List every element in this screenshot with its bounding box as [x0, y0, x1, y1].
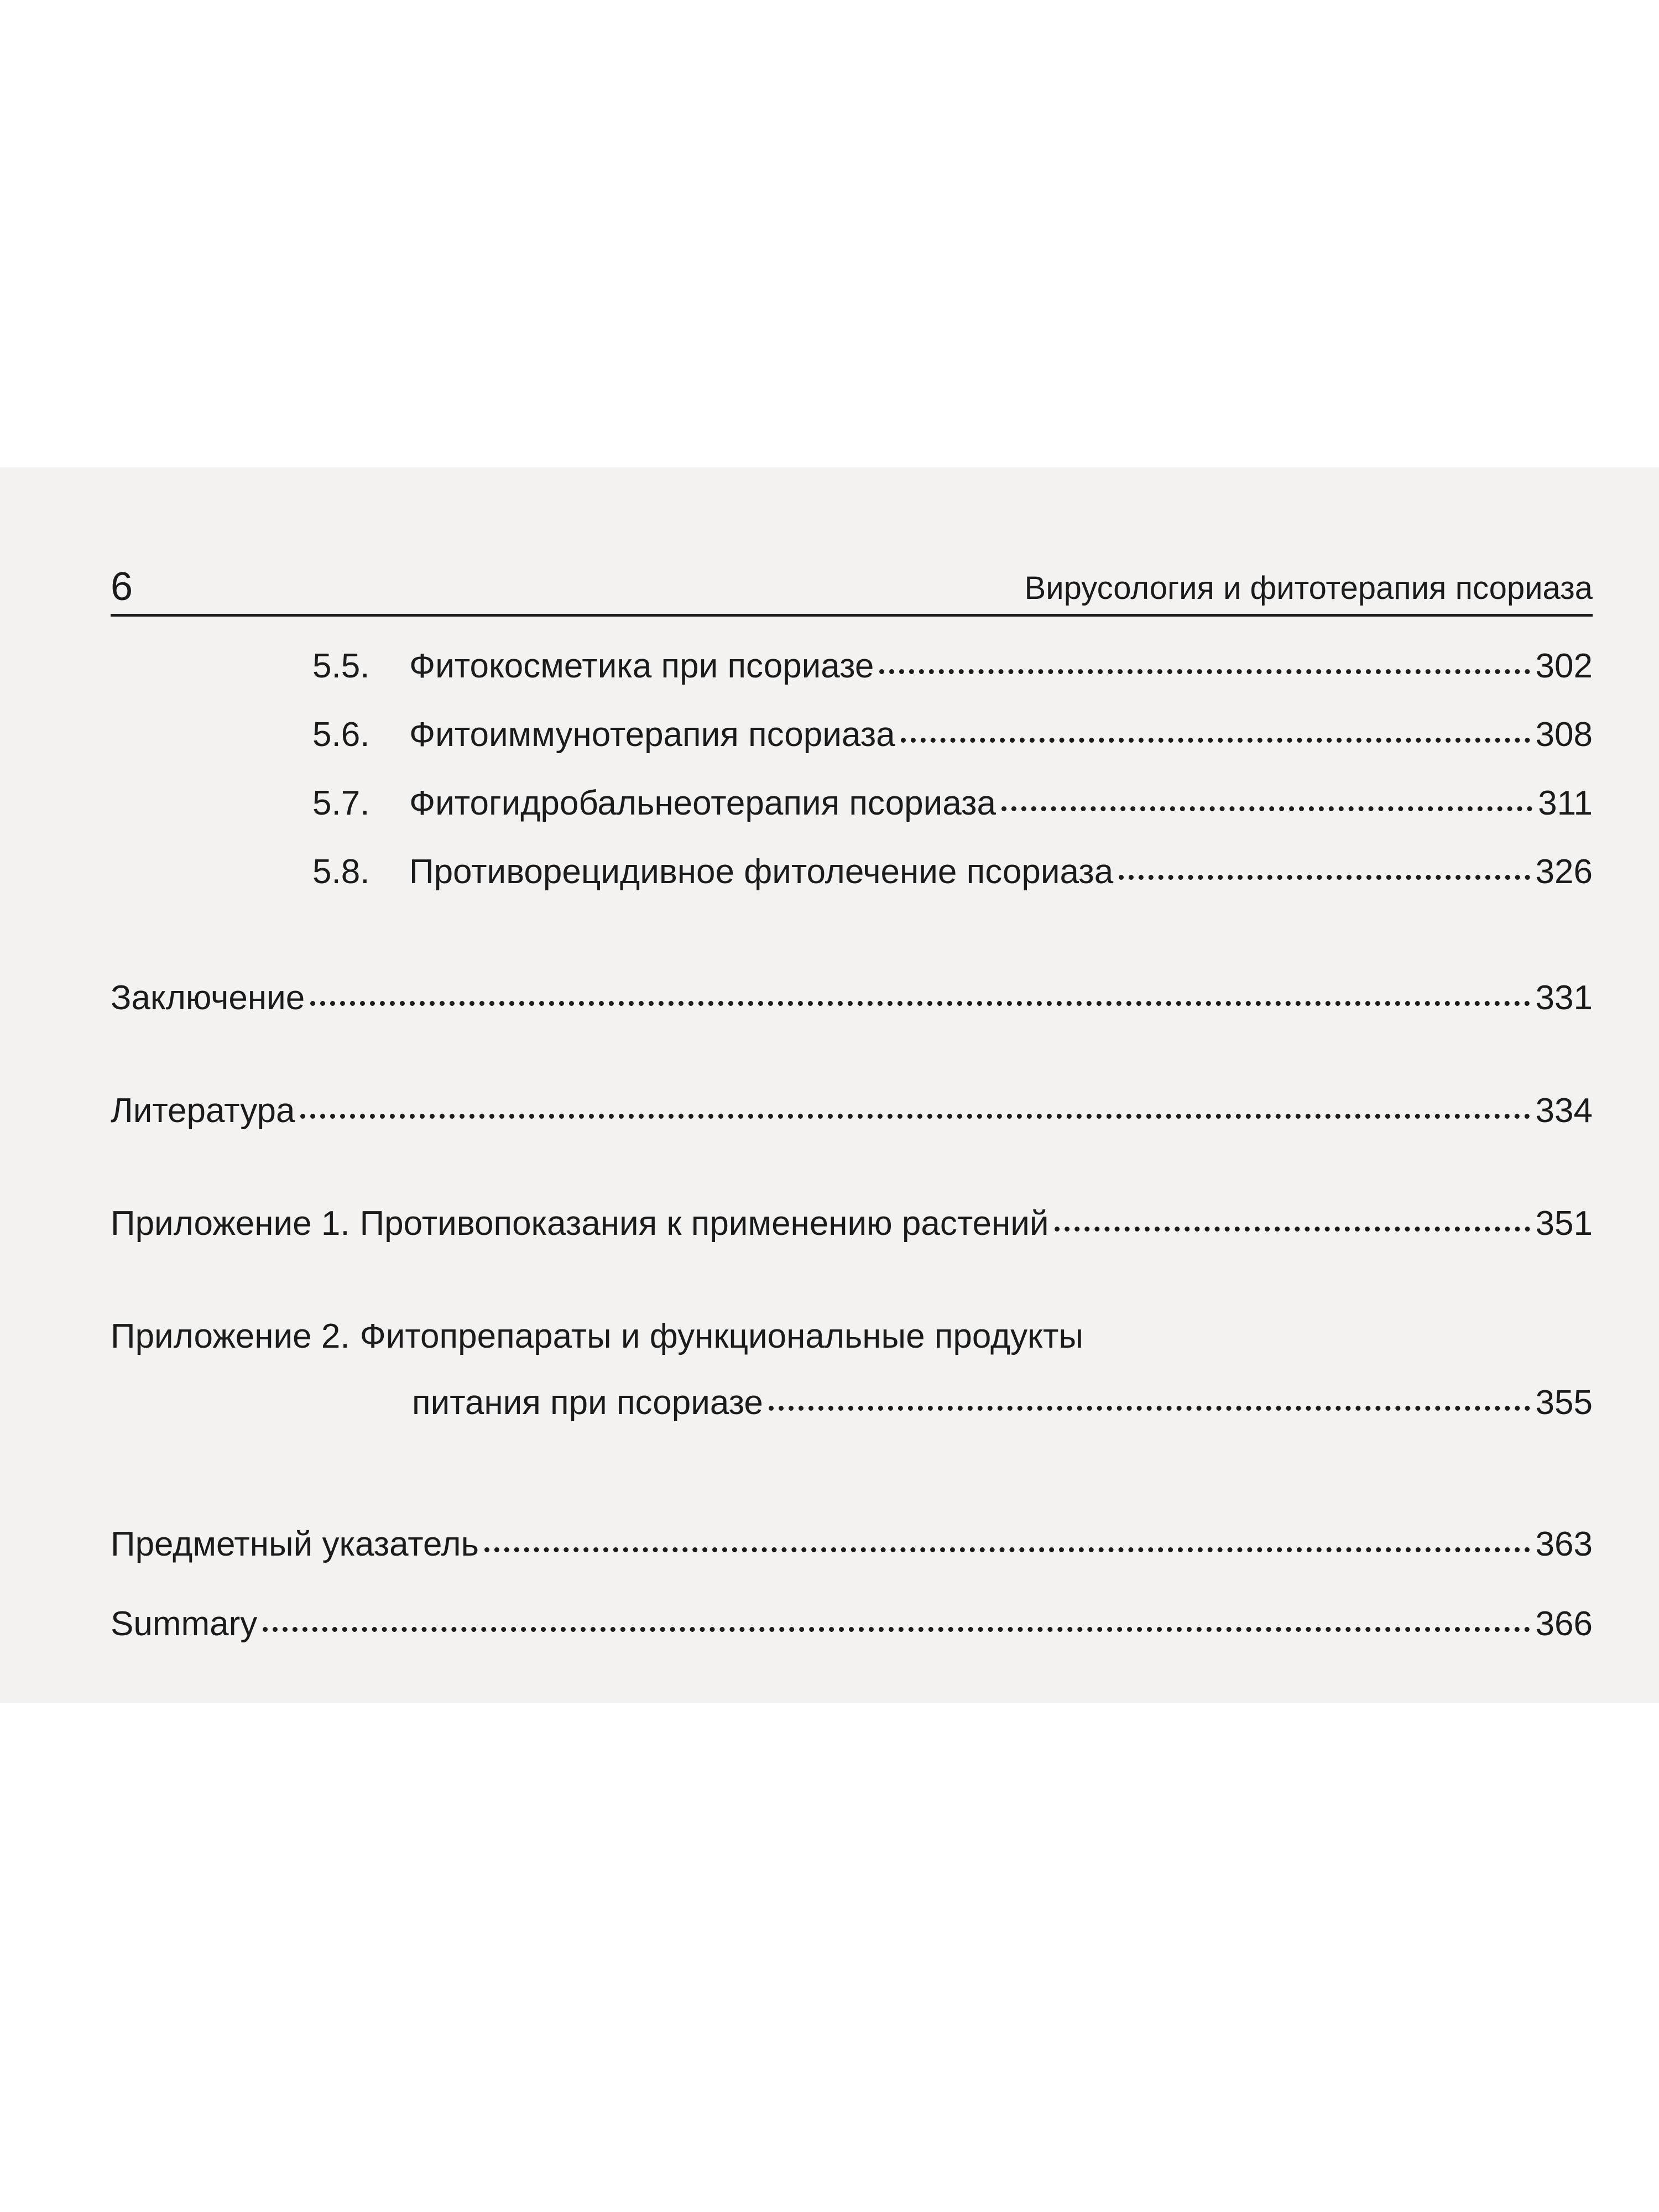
toc-entry-page: 326	[1535, 853, 1593, 891]
dot-leader	[769, 1406, 1530, 1411]
dot-leader	[263, 1627, 1530, 1632]
toc-entry-appendix-2	[111, 1316, 1593, 1424]
toc-entry-title: Противопоказания к применению растений	[359, 1204, 1049, 1243]
toc-entry-summary	[111, 1604, 1593, 1645]
toc-entry-prefix: Приложение 1.	[111, 1204, 350, 1243]
toc-entry-title-line1: Фитопрепараты и функциональные продукты	[359, 1317, 1083, 1355]
dot-leader	[879, 669, 1530, 674]
toc-entry-page: 366	[1535, 1605, 1593, 1643]
toc-entry-page: 302	[1535, 647, 1593, 685]
toc-entry-page: 351	[1535, 1204, 1593, 1243]
toc-entry-5-6	[312, 714, 1593, 755]
toc-entry-title: Фитогидробальнеотерапия псориаза	[409, 784, 996, 822]
toc-entry-appendix-1	[111, 1203, 1593, 1244]
dot-leader	[1119, 875, 1530, 880]
toc-entry-conclusion	[111, 978, 1593, 1019]
dot-leader	[484, 1547, 1530, 1552]
toc-entry-page: 331	[1535, 979, 1593, 1017]
toc-entry-title: Противорецидивное фитолечение псориаза	[409, 853, 1114, 891]
toc-entry-title: Литература	[111, 1092, 295, 1130]
dot-leader	[300, 1114, 1530, 1119]
toc-entry-number: 5.6.	[312, 716, 370, 754]
toc-entry-prefix: Приложение 2.	[111, 1317, 350, 1355]
page-number: 6	[111, 565, 133, 609]
toc-entry-title: Фитоиммунотерапия псориаза	[409, 716, 895, 754]
toc-entry-title-line2: питания при псориазе	[412, 1384, 763, 1422]
toc-entry-number: 5.8.	[312, 853, 370, 891]
toc-entry-5-7	[312, 783, 1593, 824]
header-rule	[111, 614, 1593, 617]
toc-entry-title: Summary	[111, 1605, 258, 1643]
toc-entry-5-8	[312, 852, 1593, 893]
toc-entry-page: 308	[1535, 716, 1593, 754]
dot-leader	[901, 738, 1530, 743]
dot-leader	[1055, 1227, 1530, 1232]
toc-entry-title: Предметный указатель	[111, 1525, 479, 1563]
toc-entry-page: 363	[1535, 1525, 1593, 1563]
toc-entry-page: 355	[1535, 1384, 1593, 1422]
dot-leader	[1001, 806, 1532, 811]
toc-entry-5-5	[312, 646, 1593, 687]
toc-entry-number: 5.7.	[312, 784, 370, 822]
dot-leader	[310, 1001, 1530, 1006]
toc-entry-title: Фитокосметика при псориазе	[409, 647, 874, 685]
toc-entry-index	[111, 1524, 1593, 1565]
running-title: Вирусология и фитотерапия псориаза	[1024, 570, 1593, 606]
toc-entry-page: 334	[1535, 1092, 1593, 1130]
toc-entry-page: 311	[1538, 784, 1593, 822]
toc-entry-number: 5.5.	[312, 647, 370, 685]
toc-entry-title: Заключение	[111, 979, 305, 1017]
toc-entry-literature	[111, 1091, 1593, 1131]
